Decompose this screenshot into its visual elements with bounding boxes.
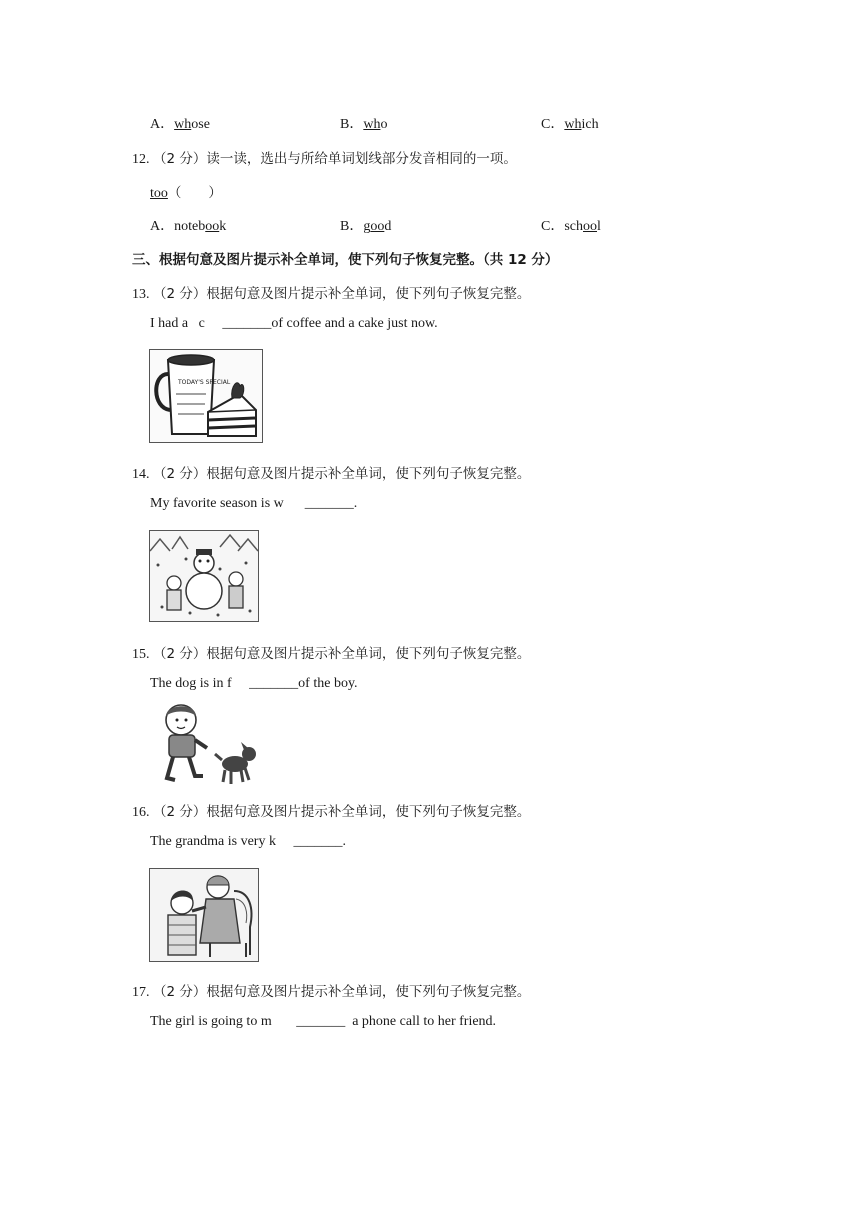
boy-and-dog-image bbox=[149, 700, 257, 790]
q12-option-c: C．school bbox=[541, 219, 601, 234]
q15-header: 15. （2 分）根据句意及图片提示补全单词，使下列句子恢复完整。 bbox=[132, 646, 531, 662]
q12-option-a: A．notebook bbox=[150, 219, 227, 234]
q16-sentence: The grandma is very k _______. bbox=[150, 834, 346, 849]
section-3-title: 三、根据句意及图片提示补全单词，使下列句子恢复完整。（共 12 分） bbox=[132, 252, 559, 268]
q17-header: 17. （2 分）根据句意及图片提示补全单词，使下列句子恢复完整。 bbox=[132, 984, 531, 1000]
q13-blank: _______ bbox=[222, 316, 272, 331]
winter-snowman-image bbox=[149, 530, 259, 622]
q12-word: too（ ） bbox=[150, 185, 222, 201]
q12-number: 12. bbox=[132, 152, 150, 167]
q12-option-b: B．good bbox=[340, 219, 392, 234]
q11-option-a: A．whose bbox=[150, 117, 210, 132]
grandma-and-girl-image bbox=[149, 868, 259, 962]
q11-option-c: C．which bbox=[541, 117, 599, 132]
q15-sentence: The dog is in f _______of the boy. bbox=[150, 676, 358, 691]
q12-instruction: 读一读，选出与所给单词划线部分发音相同的一项。 bbox=[206, 151, 517, 167]
q14-header: 14. （2 分）根据句意及图片提示补全单词，使下列句子恢复完整。 bbox=[132, 466, 531, 482]
q17-sentence: The girl is going to m _______ a phone call to her friend. bbox=[150, 1014, 497, 1029]
q11-option-b: B．who bbox=[340, 117, 388, 132]
svg-text:TODAY'S SPECIAL: TODAY'S SPECIAL bbox=[178, 379, 231, 386]
q16-header: 16. （2 分）根据句意及图片提示补全单词，使下列句子恢复完整。 bbox=[132, 804, 531, 820]
q14-sentence: My favorite season is w _______. bbox=[150, 496, 358, 511]
q17-blank: _______ bbox=[296, 1014, 346, 1029]
q13-header: 13. （2 分）根据句意及图片提示补全单词，使下列句子恢复完整。 bbox=[132, 286, 531, 302]
q15-blank: _______ bbox=[249, 676, 299, 691]
q12-header bbox=[132, 147, 517, 168]
q13-sentence: I had a c _______of coffee and a cake just now. bbox=[150, 316, 438, 331]
q14-blank: _______ bbox=[304, 496, 354, 511]
coffee-cake-image bbox=[149, 349, 263, 443]
q16-blank: _______ bbox=[293, 834, 343, 849]
q12-points: （2 分） bbox=[153, 151, 207, 167]
